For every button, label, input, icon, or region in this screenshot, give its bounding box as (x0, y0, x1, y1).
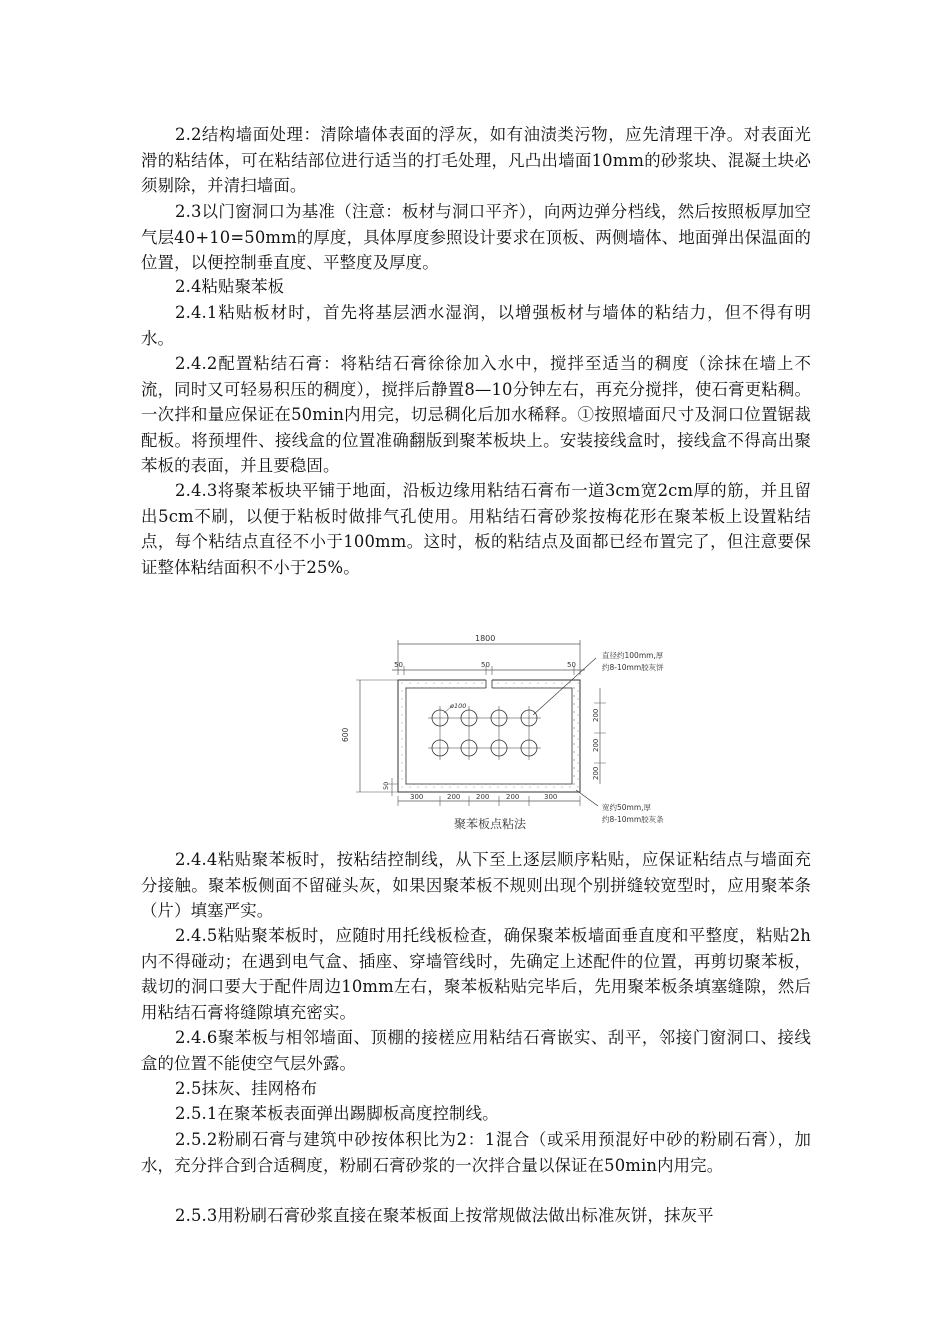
paragraph-2-4-5: 2.4.5粘贴聚苯板时，应随时用托线板检查，确保聚苯板墙面垂直度和平整度，粘贴2h内不得碰动；在遇到电气盒、插座、穿墙管线时，先确定上述配件的位置，再剪切聚苯板，裁切的洞口要大于配件周边10mm左右，聚苯板粘贴完毕后，先用聚苯板条填塞缝隙，然后用粘结石膏将缝隙填充密实。 (141, 926, 811, 1022)
circle-diameter-label: ø100 (450, 702, 467, 710)
top-right-gap-label: 50 (567, 661, 576, 669)
top-mid-gap-label: 50 (481, 661, 490, 669)
total-width-label: 1800 (475, 634, 496, 643)
diagram-svg (300, 630, 700, 845)
paragraph-2-4-3: 2.4.3将聚苯板块平铺于地面，沿板边缘用粘结石膏布一道3cm宽2cm厚的筋，并且留出5cm不刷，以便于粘板时做排气孔使用。用粘结石膏砂浆按梅花形在聚苯板上设置粘结点，每个粘结点直径不小于100mm。这时，板的粘结点及面都已经布置完了，但注意要保证整体粘结面积不小于25%。 (141, 481, 811, 577)
paragraph-2-5-2: 2.5.2粉刷石膏与建筑中砂按体积比为2：1混合（或采用预混好中砂的粉刷石膏），加水，充分拌合到合适稠度，粉刷石膏砂浆的一次拌合量以保证在50min内用完。 (141, 1130, 811, 1175)
paragraph-2-2: 2.2结构墙面处理：清除墙体表面的浮灰，如有油渍类污物，应先清理干净。对表面光滑的粘结体，可在粘结部位进行适当的打毛处理，凡凸出墙面10mm的砂浆块、混凝土块必须剔除，并清扫墙面。 (141, 125, 811, 195)
section-heading-2-4: 2.4粘贴聚苯板 (175, 277, 285, 296)
top-left-gap-label: 50 (394, 661, 403, 669)
right-dim-1: 200 (592, 708, 600, 722)
right-dim-2: 200 (592, 738, 600, 752)
paragraph-2-4-2: 2.4.2配置粘结石膏：将粘结石膏徐徐加入水中，搅拌至适当的稠度（涂抹在墙上不流，同时又可轻易积压的稠度），搅拌后静置8—10分钟左右，再充分搅拌，使石膏更粘稠。一次拌和量应保证在50min内用完，切忌稠化后加水稀释。①按照墙面尺寸及洞口位置锯裁配板。将预埋件、接线盒的位置准确翻版到聚苯板块上。安装接线盒时，接线盒不得高出聚苯板的表面，并且要稳固。 (141, 354, 811, 475)
paragraph-2-4-4: 2.4.4粘贴聚苯板时，按粘结控制线，从下至上逐层顺序粘贴，应保证粘结点与墙面充分接触。聚苯板侧面不留碰头灰，如果因聚苯板不规则出现个别拼缝较宽型时，应用聚苯条（片）填塞严实。 (141, 850, 811, 920)
section-heading-2-5: 2.5抹灰、挂网格布 (175, 1079, 318, 1098)
bottom-dim-1: 300 (410, 793, 424, 801)
figure-caption: 聚苯板点粘法 (453, 817, 526, 831)
paragraph-2-4-1: 2.4.1粘贴板材时，首先将基层洒水湿润，以增强板材与墙体的粘结力，但不得有明水。 (141, 303, 811, 348)
top-note-line2: 约8-10mm胶灰饼 (602, 663, 664, 672)
bottom-dim-5: 300 (544, 793, 558, 801)
paragraph-2-5-1: 2.5.1在聚苯板表面弹出踢脚板高度控制线。 (175, 1104, 499, 1123)
bottom-dim-4: 200 (506, 793, 520, 801)
bottom-note-leader (576, 790, 598, 806)
left-bottom-gap-label: 50 (382, 781, 390, 790)
right-dim-3: 200 (592, 766, 600, 780)
polystyrene-board-dot-bonding-diagram (300, 630, 700, 845)
bottom-dim-2: 200 (447, 793, 461, 801)
paragraph-2-5-3: 2.5.3用粉刷石膏砂浆直接在聚苯板面上按常规做法做出标准灰饼，抹灰平 (175, 1206, 714, 1225)
paragraph-2-4-6: 2.4.6聚苯板与相邻墙面、顶棚的接槎应用粘结石膏嵌实、刮平，邻接门窗洞口、接线盒的位置不能使空气层外露。 (141, 1028, 811, 1073)
bottom-note-line1: 宽约50mm,厚 (602, 803, 652, 812)
exhaust-gap (486, 679, 492, 689)
height-label: 600 (341, 727, 350, 742)
bottom-note-line2: 约8-10mm胶灰条 (602, 815, 664, 824)
paragraph-2-3: 2.3以门窗洞口为基准（注意：板材与洞口平齐），向两边弹分档线，然后按照板厚加空气层40+10=50mm的厚度，具体厚度参照设计要求在顶板、两侧墙体、地面弹出保温面的位置，以便控制垂直度、平整度及厚度。 (141, 202, 811, 272)
bottom-dim-3: 200 (476, 793, 490, 801)
top-note-line1: 直径约100mm,厚 (602, 651, 664, 660)
